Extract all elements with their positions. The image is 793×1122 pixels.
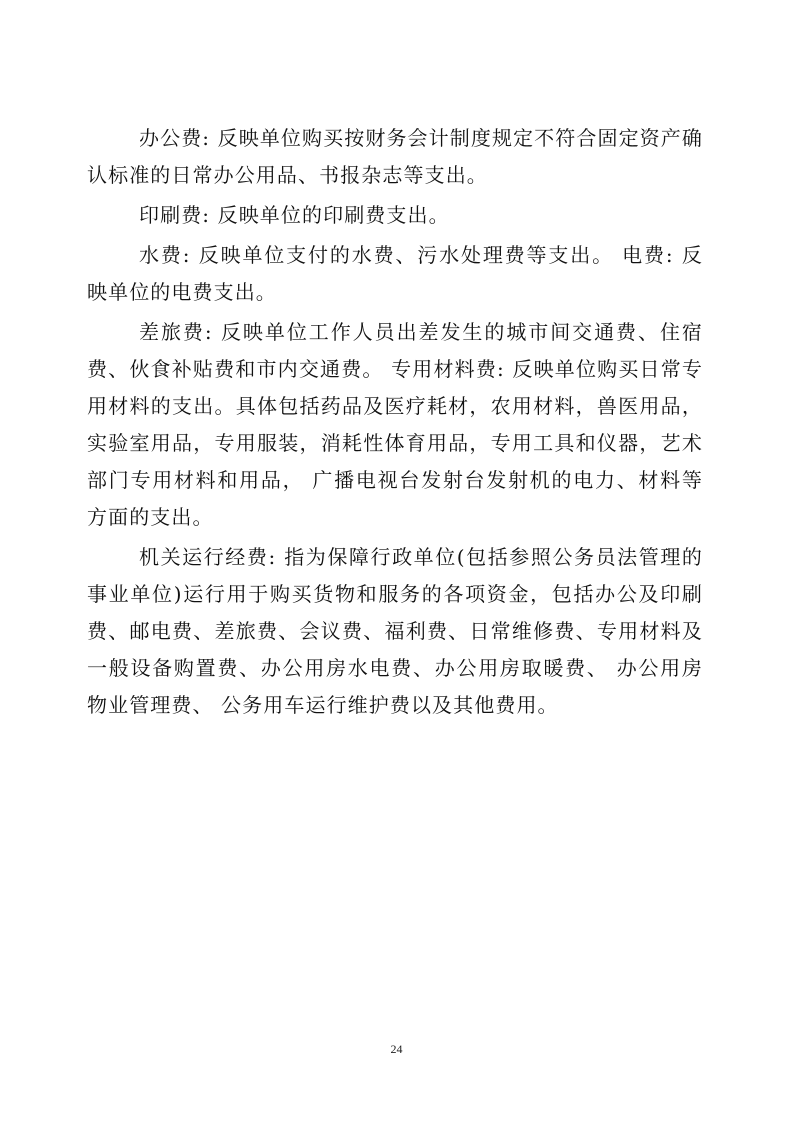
paragraph-printing-expenses: 印刷费: 反映单位的印刷费支出。 [139, 203, 450, 227]
page-number: 24 [390, 1042, 403, 1056]
paragraph-travel-materials-expenses: 差旅费: 反映单位工作人员出差发生的城市间交通费、住宿费、伙食补贴费和市内交通费。 专用材料费: 反映单位购买日常专用材料的支出。具体包括药品及医疗耗材，农用材料，兽医用品，实验室用品，专用服装，消耗性体育用品，专用工具和仪器，艺术部门专用材料和用品， 广播电视台发射台发射机的电力、材料等方面的支出。 [87, 320, 703, 529]
paragraph-operating-expenses: 机关运行经费: 指为保障行政单位(包括参照公务员法管理的事业单位)运行用于购买货物和服务的各项资金，包括办公及印刷费、邮电费、差旅费、会议费、福利费、日常维修费、专用材料及一般设备购置费、办公用房水电费、办公用房取暖费、 办公用房物业管理费、 公务用车运行维护费以及其他费用。 [87, 545, 703, 717]
body-text [87, 120, 703, 724]
paragraph-water-electricity-expenses: 水费: 反映单位支付的水费、污水处理费等支出。 电费: 反映单位的电费支出。 [87, 243, 703, 304]
paragraph-office-expenses: 办公费: 反映单位购买按财务会计制度规定不符合固定资产确认标准的日常办公用品、书报杂志等支出。 [87, 126, 703, 187]
